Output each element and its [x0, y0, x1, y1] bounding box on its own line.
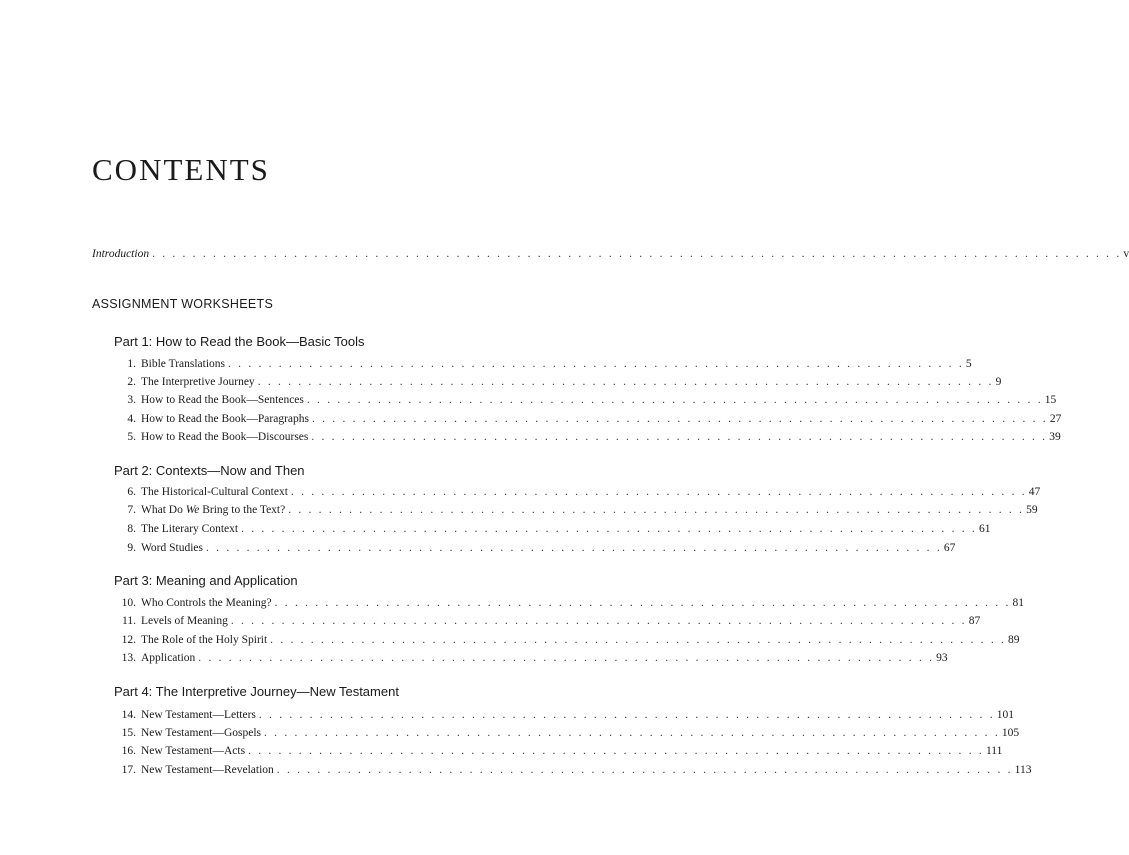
dot-leader: . . . . . . . . . . . . . . . . . . . . . . . . . . . . . . . . . . . . . . . . . . . . . . . . . . . . . . . . . . . . . . . . . . . . . . . . .: [290, 486, 1027, 498]
toc-entry: [118, 393, 1057, 407]
entry-label: New Testament—Letters: [141, 709, 256, 721]
entry-label: The Historical-Cultural Context: [141, 486, 288, 498]
entry-label: How to Read the Book—Sentences: [141, 394, 304, 406]
toc-entry: [118, 522, 991, 536]
toc-entry: [118, 375, 1002, 389]
entry-number: 10.: [121, 597, 136, 609]
entry-page-number: 47: [1028, 486, 1041, 498]
entry-page-number: 67: [943, 542, 956, 554]
entry-page-number: 15: [1044, 394, 1057, 406]
toc-entry: [118, 708, 1015, 722]
entry-label: Bible Translations: [141, 358, 226, 370]
section-heading: ASSIGNMENT WORKSHEETS: [92, 297, 274, 311]
dot-leader: . . . . . . . . . . . . . . . . . . . . . . . . . . . . . . . . . . . . . . . . . . . . . . . . . . . . . . . . . . . . . . . . . . . . . . . . .: [264, 727, 1000, 739]
entry-number: 1.: [127, 358, 136, 370]
toc-entry: [118, 633, 1020, 647]
entry-number: 5.: [127, 431, 136, 443]
dot-leader: . . . . . . . . . . . . . . . . . . . . . . . . . . . . . . . . . . . . . . . . . . . . . . . . . . . . . . . . . . . . . . . . . . . . . . . . .: [306, 394, 1043, 406]
part-heading: Part 2: Contexts—Now and Then: [114, 463, 305, 478]
entry-label: Levels of Meaning: [141, 615, 228, 627]
entry-number: 9.: [127, 542, 136, 554]
entry-page-number: 93: [936, 652, 948, 664]
entry-page-number: 61: [978, 523, 991, 535]
toc-entry: [118, 651, 948, 665]
toc-entry: [118, 412, 1062, 426]
entry-number: 8.: [127, 523, 136, 535]
entry-number: 11.: [122, 615, 136, 627]
toc-entry: [118, 430, 1061, 444]
part-heading: Part 4: The Interpretive Journey—New Testament: [114, 684, 399, 699]
entry-number: 13.: [121, 652, 136, 664]
toc-entry: [118, 744, 1003, 758]
toc-entry: [118, 503, 1038, 517]
entry-number: 2.: [127, 376, 136, 388]
entry-page-number: 89: [1008, 634, 1020, 646]
dot-leader: . . . . . . . . . . . . . . . . . . . . . . . . . . . . . . . . . . . . . . . . . . . . . . . . . . . . . . . . . . . . . . . . . . . . . . . . .: [274, 597, 1011, 609]
toc-entry-introduction: [92, 247, 1129, 261]
entry-page-number: 105: [1001, 727, 1020, 739]
toc-page-number: v: [1123, 248, 1129, 260]
dot-leader: . . . . . . . . . . . . . . . . . . . . . . . . . . . . . . . . . . . . . . . . . . . . . . . . . . . . . . . . . . . . . . . . . . . . . . . . .: [288, 504, 1025, 516]
entry-page-number: 27: [1049, 413, 1062, 425]
toc-entry-label: Introduction: [92, 248, 150, 260]
entry-page-number: 113: [1014, 764, 1032, 776]
entry-page-number: 39: [1049, 431, 1061, 443]
entry-number: 15.: [121, 727, 136, 739]
entry-number: 16.: [121, 745, 136, 757]
entry-label-after: Bring to the Text?: [199, 504, 286, 516]
entry-page-number: 111: [985, 745, 1003, 757]
dot-leader: . . . . . . . . . . . . . . . . . . . . . . . . . . . . . . . . . . . . . . . . . . . . . . . . . . . . . . . . . . . . . . . . . . . . . . . . .: [230, 615, 967, 627]
toc-entry: [118, 763, 1032, 777]
dot-leader: . . . . . . . . . . . . . . . . . . . . . . . . . . . . . . . . . . . . . . . . . . . . . . . . . . . . . . . . . . . . . . . . . . . . . . . . .: [270, 634, 1007, 646]
dot-leader: . . . . . . . . . . . . . . . . . . . . . . . . . . . . . . . . . . . . . . . . . . . . . . . . . . . . . . . . . . . . . . . . . . . . . . . . .: [206, 542, 942, 554]
entry-label: New Testament—Gospels: [141, 727, 262, 739]
toc-entry: [118, 485, 1041, 499]
entry-label-italic: We: [185, 504, 200, 516]
entry-number: 3.: [127, 394, 136, 406]
dot-leader: . . . . . . . . . . . . . . . . . . . . . . . . . . . . . . . . . . . . . . . . . . . . . . . . . . . . . . . . . . . . . . . . . . . . . . . . .: [258, 709, 995, 721]
entry-label: Application: [141, 652, 196, 664]
entry-label: Word Studies: [141, 542, 204, 554]
toc-entry: [118, 357, 972, 371]
entry-label: Who Controls the Meaning?: [141, 597, 272, 609]
part-heading: Part 3: Meaning and Application: [114, 573, 298, 588]
entry-label: How to Read the Book—Discourses: [141, 431, 309, 443]
dot-leader: . . . . . . . . . . . . . . . . . . . . . . . . . . . . . . . . . . . . . . . . . . . . . . . . . . . . . . . . . . . . . . . . . . . . . . . . .: [257, 376, 994, 388]
entry-number: 6.: [127, 486, 136, 498]
entry-page-number: 101: [996, 709, 1015, 721]
entry-number: 7.: [127, 504, 136, 516]
entry-label: The Literary Context: [141, 523, 239, 535]
toc-entry: [118, 614, 981, 628]
dot-leader: . . . . . . . . . . . . . . . . . . . . . . . . . . . . . . . . . . . . . . . . . . . . . . . . . . . . . . . . . . . . . . . . . . . . . . . . .: [248, 745, 984, 757]
entry-number: 14.: [121, 709, 136, 721]
entry-label-before: What Do: [141, 504, 186, 516]
entry-page-number: 81: [1012, 597, 1025, 609]
entry-label: New Testament—Acts: [141, 745, 246, 757]
dot-leader: . . . . . . . . . . . . . . . . . . . . . . . . . . . . . . . . . . . . . . . . . . . . . . . . . . . . . . . . . . . . . . . . . . . . . . . . .: [312, 413, 1048, 425]
part-heading: Part 1: How to Read the Book—Basic Tools: [114, 334, 365, 349]
dot-leader: . . . . . . . . . . . . . . . . . . . . . . . . . . . . . . . . . . . . . . . . . . . . . . . . . . . . . . . . . . . . . . . . . . . . . . . . .: [276, 764, 1013, 776]
toc-entry: [118, 596, 1025, 610]
page-title: CONTENTS: [92, 152, 270, 187]
entry-label: New Testament—Revelation: [141, 764, 274, 776]
entry-page-number: 87: [968, 615, 981, 627]
entry-label: How to Read the Book—Paragraphs: [141, 413, 309, 425]
dot-leader: . . . . . . . . . . . . . . . . . . . . . . . . . . . . . . . . . . . . . . . . . . . . . . . . . . . . . . . . . . . . . . . . . . . . . . . . .: [228, 358, 964, 370]
entry-page-number: 9: [995, 376, 1002, 388]
dot-leader: . . . . . . . . . . . . . . . . . . . . . . . . . . . . . . . . . . . . . . . . . . . . . . . . . . . . . . . . . . . . . . . . . . . . . . . . .: [198, 652, 935, 664]
dot-leader: . . . . . . . . . . . . . . . . . . . . . . . . . . . . . . . . . . . . . . . . . . . . . . . . . . . . . . . . . . . . . . . . . . . . . . . . . . . . . . . . . . . . . . . . . . . . . . . .: [152, 248, 1122, 260]
entry-label: The Interpretive Journey: [141, 376, 255, 388]
entry-number: 12.: [121, 634, 136, 646]
dot-leader: . . . . . . . . . . . . . . . . . . . . . . . . . . . . . . . . . . . . . . . . . . . . . . . . . . . . . . . . . . . . . . . . . . . . . . . . .: [241, 523, 977, 535]
entry-label: The Role of the Holy Spirit: [141, 634, 268, 646]
toc-entry: [118, 541, 956, 555]
entry-page-number: 59: [1026, 504, 1038, 516]
entry-page-number: 5: [965, 358, 972, 370]
entry-number: 17.: [121, 764, 136, 776]
entry-number: 4.: [127, 413, 136, 425]
toc-entry: [118, 726, 1020, 740]
dot-leader: . . . . . . . . . . . . . . . . . . . . . . . . . . . . . . . . . . . . . . . . . . . . . . . . . . . . . . . . . . . . . . . . . . . . . . . . .: [311, 431, 1048, 443]
